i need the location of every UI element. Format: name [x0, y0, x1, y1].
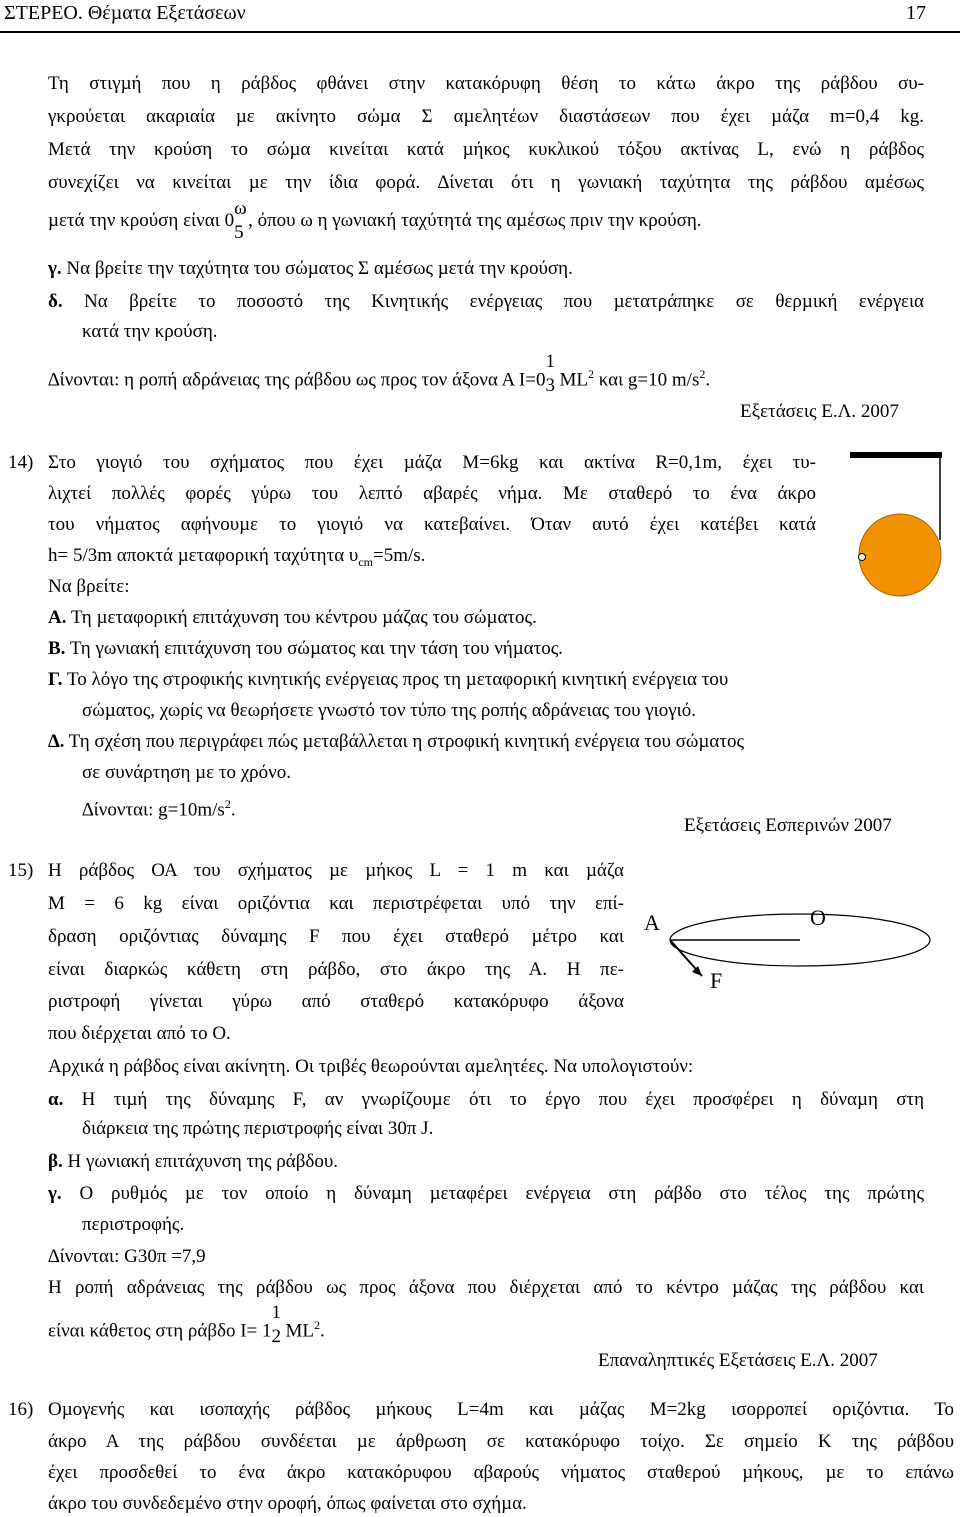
fraction-omega-5 — [234, 198, 248, 243]
given-g: και g=10 m/s — [593, 369, 700, 391]
fraction-denominator: 2 — [271, 1326, 282, 1347]
source-citation-2: Εξετάσεις Εσπερινών 2007 — [684, 815, 892, 836]
intro-line-1: Τη στιγµή που η ράβδος φθάνει στην κατακόρυφη θέση το κάτω άκρο της ράβδου συ- — [48, 73, 924, 94]
problem-15-line-4: είναι διαρκώς κάθετη στη ράβδο, στο άκρο της Α. Η πε- — [48, 959, 624, 980]
problem-14-line-3: του νήµατος αφήνουµε το γιογιό να κατεβαίνει. Όταν αυτό έχει κατέβει κατά — [48, 514, 816, 535]
fraction-denominator: 3 — [545, 375, 555, 396]
question-15-a-text: Η τιµή της δύναµης F, αν γνωρίζουµε ότι το έργο που έχει προσφέρει η δύναµη στη — [81, 1089, 925, 1110]
ceiling-bar — [850, 452, 942, 458]
question-g-text: Να βρείτε την ταχύτητα του σώµατος Σ αµέσως µετά την κρούση. — [66, 258, 573, 279]
fraction-one-twelfth — [271, 1302, 286, 1347]
fraction-numerator: ω — [234, 198, 247, 219]
inertia-ml: ML — [285, 1320, 315, 1342]
question-14-A-text: Τη µεταφορική επιτάχυνση του κέντρου µάζας του σώµατος. — [70, 607, 537, 628]
question-14-D-line-2: σε συνάρτηση µε το χρόνο. — [82, 762, 291, 783]
intro-line-5-a: µετά την κρούση είναι 0 — [48, 210, 235, 231]
inertia-end: . — [320, 1320, 325, 1342]
problem-14-find: Να βρείτε: — [48, 576, 130, 597]
given-text: ∆ίνονται: η ροπή αδράνειας της ράβδου ως προς τον άξονα Α I=0 — [48, 369, 546, 391]
problem-15-line-2: Μ = 6 kg είναι οριζόντια και περιστρέφεται υπό την επί- — [48, 893, 624, 914]
rotating-rod-figure — [640, 880, 940, 995]
question-15-a-label: α. — [48, 1089, 64, 1110]
source-citation-3: Επαναληπτικές Εξετάσεις Ε.Λ. 2007 — [598, 1350, 878, 1371]
question-d-line-2: κατά την κρούση. — [82, 321, 218, 342]
problem-16-line-4: άκρο του συνδεδεµένο στην οροφή, όπως φαίνεται στο σχήµα. — [48, 1493, 527, 1514]
question-15-a — [48, 1088, 924, 1112]
given-ml: ML — [559, 369, 588, 391]
problem-14-line-1: Στο γιογιό του σχήµατος που έχει µάζα Μ=6kg και ακτίνα R=0,1m, έχει τυ- — [48, 452, 816, 473]
problem-14-line-2: λιχτεί πολλές φορές γύρω του λεπτό αβαρές νήµα. Με σταθερό το ένα άκρο — [48, 483, 816, 504]
problem-14-given — [82, 792, 236, 822]
intro-line-5-b: , όπου ω η γωνιακή ταχύτητά της αµέσως πριν την κρούση. — [248, 210, 702, 231]
question-15-b-label: β. — [48, 1151, 63, 1172]
problem-14-given-end: . — [230, 799, 236, 821]
question-14-G-text: Το λόγο της στροφικής κινητικής ενέργειας προς τη µεταφορική κινητική ενέργεια του — [66, 669, 729, 690]
problem-14-line-4 — [48, 544, 425, 574]
fraction-numerator: 1 — [271, 1302, 282, 1323]
fraction-one-third — [545, 351, 559, 396]
yoyo-figure — [840, 440, 950, 620]
given-end: . — [705, 369, 711, 391]
label-A: Α — [644, 910, 660, 935]
given-sup: 2 — [587, 367, 594, 381]
question-14-D — [48, 730, 744, 754]
problem-16-line-3: έχει προσδεθεί το ένα άκρο κατακόρυφου αβαρούς νήµατος σταθερού µήκους, µε το επάνω — [48, 1462, 954, 1483]
problem-15-inertia-line-1: Η ροπή αδράνειας της ράβδου ως προς άξονα που διέρχεται από το κέντρο µάζας της ράβδου και — [48, 1277, 924, 1298]
question-14-A — [48, 606, 537, 630]
question-14-G-line-2: σώµατος, χωρίς να θεωρήσετε γνωστό τον τύπο της ροπής αδράνειας του γιογιό. — [82, 700, 697, 721]
problem-15-given: ∆ίνονται: G30π =7,9 — [48, 1246, 206, 1267]
problem-14-given-sup: 2 — [224, 797, 231, 811]
question-14-G — [48, 668, 728, 692]
problem-16-number: 16) — [8, 1399, 34, 1420]
fraction-numerator: 1 — [545, 351, 555, 372]
question-d-text: Να βρείτε το ποσοστό της Κινητικής ενέργειας που µετατράπηκε σε θερµική ενέργεια — [84, 291, 925, 312]
question-d — [48, 290, 924, 314]
problem-15-line-5: ριστροφή γίνεται γύρω από σταθερό κατακόρυφο άξονα — [48, 991, 624, 1012]
intro-line-2: γκρούεται ακαριαία µε ακίνητο σώµα Σ αµελητέων διαστάσεων που έχει µάζα m=0,4 kg. — [48, 106, 924, 127]
question-15-b-text: Η γωνιακή επιτάχυνση της ράβδου. — [67, 1151, 338, 1172]
yoyo-center-dot — [859, 554, 866, 561]
label-F: F — [710, 968, 723, 993]
intro-line-4: συνεχίζει να κινείται µε την ίδια φορά. ∆ίνεται ότι η γωνιακή ταχύτητα της ράβδου αµέσως — [48, 172, 924, 193]
subscript-cm: cm — [358, 554, 373, 569]
question-14-B-label: Β. — [48, 638, 66, 659]
problem-14-line-4-a: h= 5/3m αποκτά µεταφορική ταχύτητα υ — [48, 545, 359, 566]
problem-15-line-3: δραση οριζόντιας δύναµης F που έχει σταθερό µέτρο και — [48, 926, 624, 947]
yoyo-disk — [859, 514, 941, 596]
question-15-c-text: Ο ρυθµός µε τον οποίο η δύναµη µεταφέρει ενέργεια στη ράβδο στο τέλος της πρώτης — [79, 1183, 925, 1204]
question-15-b — [48, 1150, 338, 1174]
question-14-D-label: ∆. — [48, 731, 65, 752]
question-d-label: δ. — [48, 291, 63, 312]
problem-16-line-2: άκρο Α της ράβδου συνδέεται µε άρθρωση σε κατακόρυφο τοίχο. Σε σηµείο Κ της ράβδου — [48, 1431, 954, 1452]
question-14-A-label: Α. — [48, 607, 67, 628]
inertia-sup: 2 — [314, 1318, 321, 1332]
question-15-c — [48, 1182, 924, 1206]
problem-14-given-text: ∆ίνονται: g=10m/s — [82, 799, 225, 821]
problem-16-line-1: Οµογενής και ισοπαχής ράβδος µήκους L=4m και µάζας Μ=2kg ισορροπεί οριζόντια. Το — [48, 1399, 954, 1420]
intro-line-5 — [48, 198, 702, 243]
question-15-c-line-2: περιστροφής. — [82, 1214, 185, 1235]
header-rule — [0, 31, 960, 33]
page-number: 17 — [906, 2, 926, 24]
header-title: ΣΤΕΡΕΟ. Θέµατα Εξετάσεων — [4, 2, 246, 24]
problem-15-line-7: Αρχικά η ράβδος είναι ακίνητη. Οι τριβές θεωρούνται αµελητέες. Να υπολογιστούν: — [48, 1056, 694, 1077]
source-citation-1: Εξετάσεις Ε.Λ. 2007 — [740, 401, 899, 422]
label-O: Ο — [810, 905, 826, 930]
question-14-G-label: Γ. — [48, 669, 63, 690]
inertia-text: είναι κάθετος στη ράβδο I= 1 — [48, 1320, 272, 1342]
problem-14-line-4-b: =5m/s. — [373, 545, 426, 566]
fraction-denominator: 5 — [234, 222, 244, 243]
question-g-label: γ. — [48, 258, 62, 279]
given-sup-2: 2 — [699, 367, 706, 381]
question-14-B-text: Τη γωνιακή επιτάχυνση του σώµατος και την τάση του νήµατος. — [69, 638, 564, 659]
question-g — [48, 257, 573, 281]
intro-given — [48, 351, 711, 396]
problem-14-number: 14) — [8, 452, 34, 473]
problem-15-inertia-line-2 — [48, 1302, 325, 1347]
problem-15-line-1: Η ράβδος ΟΑ του σχήµατος µε µήκος L = 1 m και µάζα — [48, 860, 624, 881]
question-15-c-label: γ. — [48, 1183, 62, 1204]
intro-line-3: Μετά την κρούση το σώµα κινείται κατά µήκος κυκλικού τόξου ακτίνας L, ενώ η ράβδος — [48, 139, 924, 160]
question-15-a-line-2: διάρκεια της πρώτης περιστροφής είναι 30π J. — [82, 1118, 434, 1139]
question-14-B — [48, 637, 563, 661]
problem-15-number: 15) — [8, 860, 34, 881]
problem-15-line-6: που διέρχεται από το Ο. — [48, 1023, 231, 1044]
question-14-D-text: Τη σχέση που περιγράφει πώς µεταβάλλεται η στροφική κινητική ενέργεια του σώµατος — [68, 731, 744, 752]
page-header — [0, 0, 960, 34]
